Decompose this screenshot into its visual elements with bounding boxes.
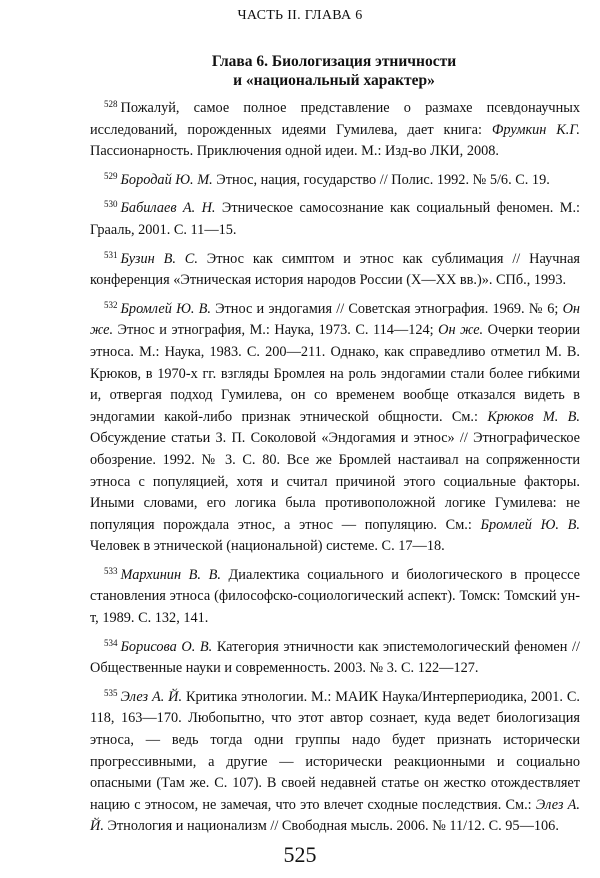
footnote-text: Этнология и национализм // Свободная мысль. 2006. № 11/12. С. 95—106.: [103, 818, 559, 835]
footnote-text: Диалектика социального и биологического в процессе становления этноса (философско-социологический аспект). Томск: Томский ун-т, 1989. С. 132, 141.: [90, 566, 580, 627]
footnote-author: Он же.: [438, 322, 484, 339]
footnote-text: Этническое самосознание как социальный феномен. М.: Грааль, 2001. С. 11—15.: [90, 200, 580, 238]
chapter-title-line-2: и «национальный характер»: [233, 72, 435, 89]
footnote-529: [90, 166, 580, 192]
footnote-text: Этнос и эндогамия // Советская этнография. 1969. № 6;: [210, 300, 563, 317]
footnote-author: Бузин В. С.: [120, 250, 198, 267]
footnote-number: 528: [104, 99, 118, 109]
footnote-text: Этнос, нация, государство // Полис. 1992. № 5/6. С. 19.: [212, 171, 550, 188]
footnote-text: Пассионарность. Приключения одной идеи. М.: Изд-во ЛКИ, 2008.: [90, 143, 499, 160]
footnote-text: Обсуждение статьи З. П. Соколовой «Эндогамия и этнос» // Этнографическое обозрение. 1992. № 3. С. 80. Все же Бромлей настаивал на сопряженности этноса с популяцией, хотя и считал причиной этого социальные факторы. Иными словами, его логика была противоположной логике Гумилева: не популяция порождала этнос, а этнос — популяцию. См.:: [90, 430, 580, 533]
chapter-title: [88, 52, 580, 90]
footnote-author: Бромлей Ю. В.: [480, 516, 580, 533]
footnote-author: Элез А. Й.: [90, 796, 580, 835]
footnote-text: Критика этнологии. М.: МАИК Наука/Интерпериодика, 2001. С. 118, 163—170. Любопытно, что этот автор сознает, куда ведет биологизация этноса, — ведь тогда одни группы надо будет признать исторически прогрессивными, а другие — исторически реакционными и социально опасными (Там же. С. 107). В своей недавней статье он жестко отождествляет нацию с этносом, не замечая, что это влечет сходные последствия. См.:: [90, 688, 581, 813]
footnote-author: Мархинин В. В.: [120, 566, 221, 583]
footnote-number: 531: [104, 249, 118, 260]
footnote-534: [90, 633, 580, 680]
footnote-text: Этнос как симптом и этнос как сублимация // Научная конференция «Этническая история народов России (X—XX вв.)». СПб., 1993.: [90, 250, 580, 289]
chapter-title-line-1: Глава 6. Биологизация этничности: [211, 53, 457, 70]
footnote-number: 530: [104, 199, 118, 210]
footnote-number: 532: [104, 299, 118, 310]
page-number: 525: [283, 842, 317, 867]
footnote-number: 534: [104, 637, 118, 648]
footnote-author: Бородай Ю. М.: [120, 171, 213, 188]
footnote-text: Категория этничности как эпистемологический феномен // Общественные науки и современность. 2003. № 3. С. 122—127.: [90, 638, 580, 677]
footnote-author: Борисова О. В.: [120, 638, 213, 655]
footnote-author: Элез А. Й.: [120, 688, 183, 705]
footnote-530: [90, 194, 580, 241]
footnote-text: Пожалуй, самое полное представление о размахе псевдонаучных исследований, порожденных идеями Гумилева, дает книга:: [90, 100, 580, 138]
footnote-number: 535: [104, 687, 118, 698]
footnote-text: Этнос и этнография, М.: Наука, 1973. С. 114—124;: [113, 322, 439, 339]
footnote-535: [90, 683, 580, 838]
footnote-text: Человек в этнической (национальной) системе. С. 17—18.: [90, 538, 445, 555]
footnote-532: [90, 295, 580, 558]
footnote-text: Очерки теории этноса. М.: Наука, 1983. С. 200—211. Однако, как справедливо отметил М. В. Крюков, в 1970-х гг. взгляды Бромлея на роль эндогамии стали более гибкими и, отвергая подход Гумилева, он со временем вообще отказался видеть в эндогамии какой-либо признак этнической общности. См.:: [90, 322, 580, 425]
footnote-533: [90, 561, 580, 630]
footnote-number: 529: [104, 170, 118, 181]
running-head: ЧАСТЬ II. ГЛАВА 6: [237, 8, 363, 23]
footnote-author: Бабилаев А. Н.: [120, 200, 216, 217]
footnote-author: Крюков М. В.: [487, 408, 580, 425]
footnote-528: [90, 94, 580, 163]
footnotes-list: [90, 94, 580, 841]
footnote-531: [90, 245, 580, 292]
footnote-author: Бромлей Ю. В.: [120, 300, 211, 317]
footnote-author: Фрумкин К.Г.: [491, 121, 580, 138]
footnote-number: 533: [104, 565, 118, 576]
footnote-author: Он же.: [90, 300, 580, 339]
